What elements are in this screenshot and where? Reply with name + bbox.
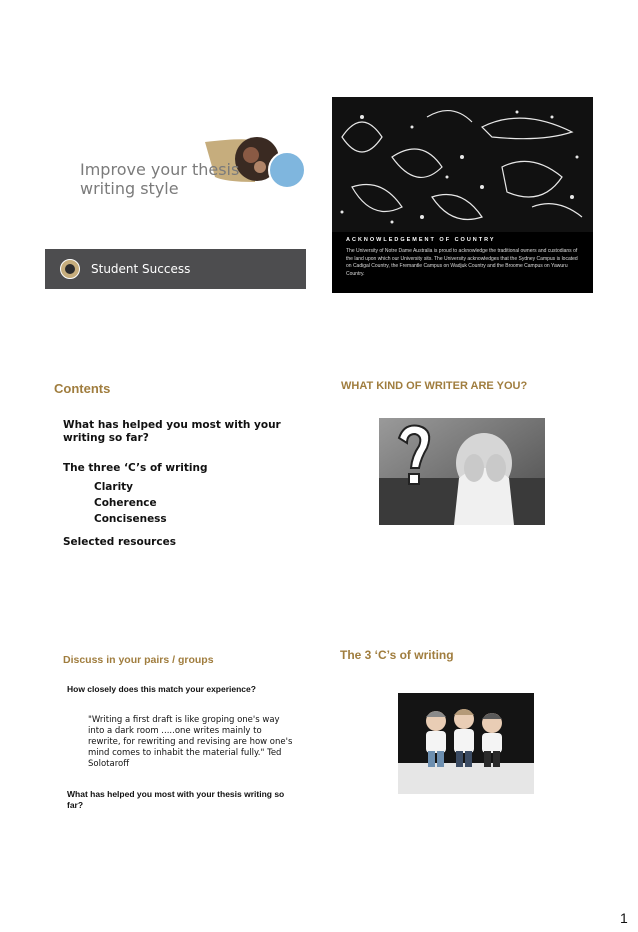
slide-2-acknowledgement — [332, 97, 593, 293]
slide-1-title: Improve your thesis writing style — [80, 160, 240, 198]
slide-3-title: Contents — [54, 381, 111, 396]
discussion-question-2: What has helped you most with your thesis writing so far? — [67, 789, 285, 810]
contents-coherence: Coherence — [94, 497, 157, 509]
aboriginal-artwork-image — [332, 97, 593, 232]
banner-label: Student Success — [91, 262, 191, 276]
slide-4-title: WHAT KIND OF WRITER ARE YOU? — [341, 380, 528, 392]
contents-conciseness: Conciseness — [94, 513, 167, 525]
university-banner — [45, 249, 306, 289]
child-covering-face-photo — [379, 418, 545, 525]
slide-6-title: The 3 ‘C’s of writing — [340, 648, 454, 662]
contents-clarity: Clarity — [94, 481, 134, 493]
three-children-photo — [398, 693, 534, 794]
acknowledgement-body: The University of Notre Dame Australia is proud to acknowledge the traditional owners and custodians of the land upon which our University sits. The University acknowledges that the Sydney Campus is located on Cadigal Country, the Fremantle Campus on Wadjuk Country and the Broome Campus on Yawuru Country. — [346, 248, 578, 277]
contents-three-cs: The three ‘C’s of writing — [63, 462, 208, 474]
university-seal-icon — [60, 259, 80, 279]
contents-resources: Selected resources — [63, 536, 176, 548]
slide-5-title: Discuss in your pairs / groups — [63, 654, 214, 666]
contents-question: What has helped you most with your writing so far? — [63, 419, 281, 444]
discussion-question-1: How closely does this match your experience? — [67, 684, 256, 694]
acknowledgement-heading: ACKNOWLEDGEMENT OF COUNTRY — [346, 237, 496, 243]
page-number: 1 — [620, 910, 628, 926]
solotaroff-quote: "Writing a first draft is like groping one's way into a dark room .....one writes mainly to rewrite, for rewriting and revising are how one's mind comes to inhabit the material fully." Ted Solotaroff — [88, 715, 293, 769]
